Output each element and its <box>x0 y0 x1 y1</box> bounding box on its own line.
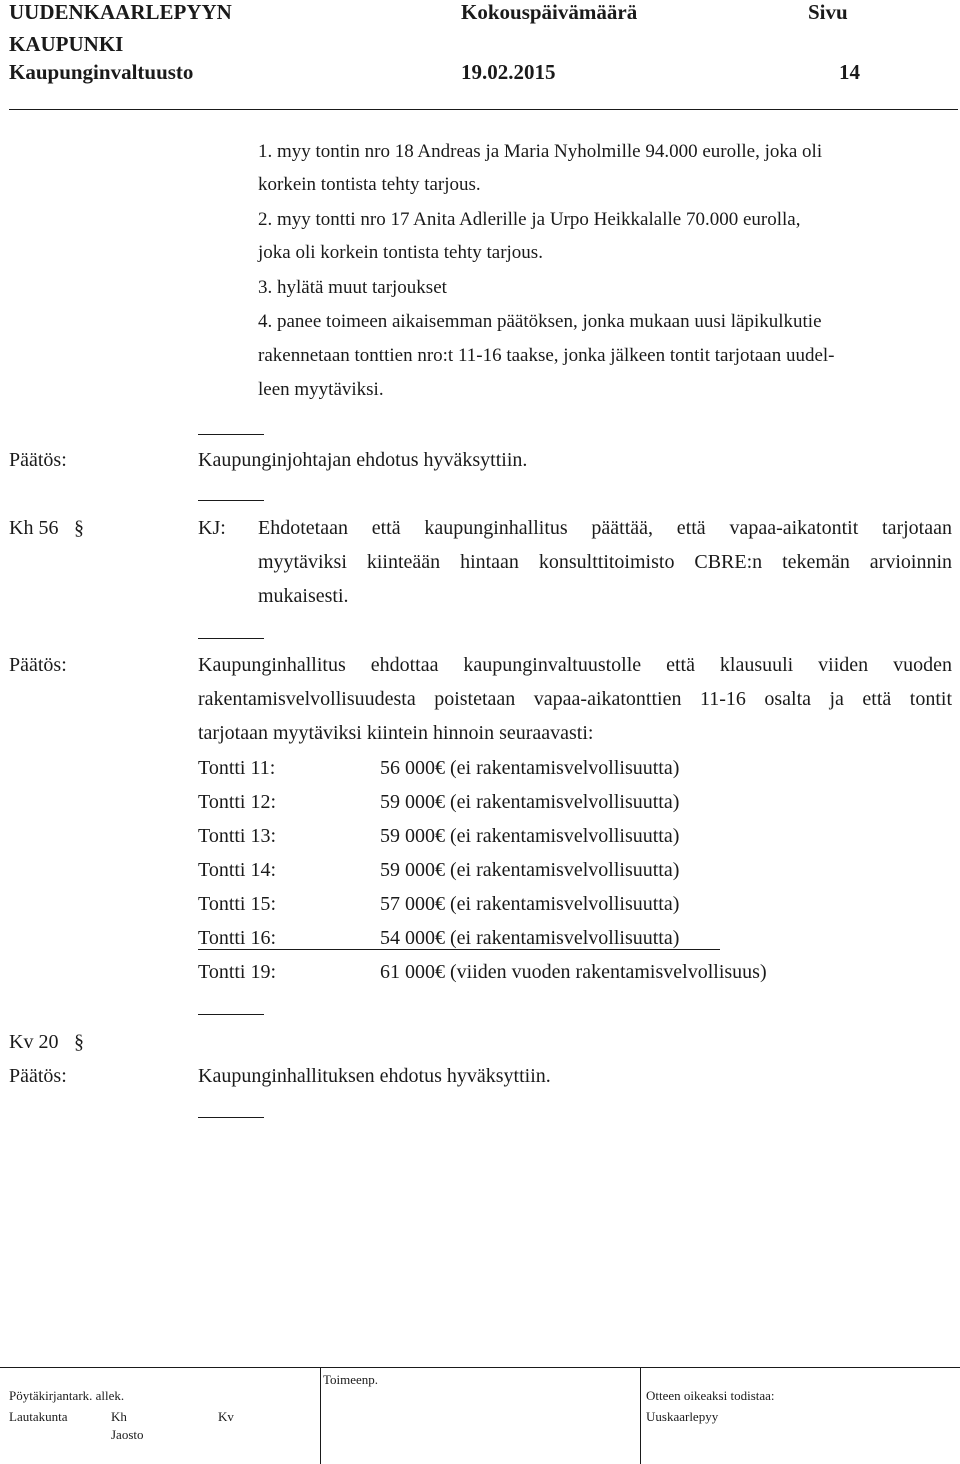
intro-item-1-line1: 1. myy tontin nro 18 Andreas ja Maria Nyholmille 94.000 eurolle, joka oli <box>258 141 823 162</box>
footer-kv: Kv <box>218 1409 234 1424</box>
separator-line <box>198 638 264 639</box>
footer-lautakunta: Lautakunta <box>9 1409 68 1424</box>
separator-line <box>198 434 264 435</box>
header-date-value: 19.02.2015 <box>461 60 556 84</box>
decision-1-text: Kaupunginjohtajan ehdotus hyväksyttiin. <box>198 449 528 471</box>
decision-3-text: Kaupunginhallituksen ehdotus hyväksyttiin. <box>198 1065 551 1087</box>
footer-minutes-check: Pöytäkirjantark. allek. <box>9 1388 125 1403</box>
plot-price: 59 000€ (ei rakentamisvelvollisuutta) <box>380 791 680 813</box>
plot-label: Tontti 16: <box>198 927 277 949</box>
plot-label: Tontti 19: <box>198 961 277 983</box>
header-org-line1: UUDENKAARLEPYYN <box>9 0 232 24</box>
footer-toimeenp: Toimeenp. <box>323 1372 379 1387</box>
header-org-line3: Kaupunginvaltuusto <box>9 60 194 84</box>
intro-item-4-line1: 4. panee toimeen aikaisemman päätöksen, jonka mukaan uusi läpikulkutie <box>258 311 822 332</box>
plot-label: Tontti 15: <box>198 893 277 915</box>
kh56-prefix: KJ: <box>198 517 226 539</box>
intro-item-2-line1: 2. myy tontti nro 17 Anita Adlerille ja Urpo Heikkalalle 70.000 eurolla, <box>258 209 801 230</box>
kh56-ref: Kh 56 <box>9 517 59 539</box>
kh56-line1: Ehdotetaan että kaupunginhallitus päättää, että vapaa-aikatontit tarjotaan <box>258 517 952 539</box>
separator-line <box>198 500 264 501</box>
plot-price: 59 000€ (ei rakentamisvelvollisuutta) <box>380 859 680 881</box>
separator-line <box>198 1014 264 1015</box>
decision-2-line3: tarjotaan myytäviksi kiintein hinnoin seuraavasti: <box>198 722 594 744</box>
header-rule <box>9 109 958 110</box>
decision-2-label: Päätös: <box>9 654 67 676</box>
footer-place: Uuskaarlepyy <box>646 1409 719 1424</box>
footer-divider <box>320 1367 321 1464</box>
header-page-value: 14 <box>839 60 860 84</box>
section-sign: § <box>74 517 84 539</box>
header-org-line2: KAUPUNKI <box>9 32 124 56</box>
intro-item-2-line2: joka oli korkein tontista tehty tarjous. <box>258 242 543 263</box>
plot-list-underline <box>198 949 720 950</box>
kv20-ref: Kv 20 <box>9 1031 59 1053</box>
plot-price: 56 000€ (ei rakentamisvelvollisuutta) <box>380 757 680 779</box>
plot-price: 61 000€ (viiden vuoden rakentamisvelvollisuus) <box>380 961 767 983</box>
footer-kh: Kh <box>111 1409 127 1424</box>
intro-item-3-line1: 3. hylätä muut tarjoukset <box>258 277 447 298</box>
footer-rule <box>0 1367 960 1368</box>
intro-item-4-line2: rakennetaan tonttien nro:t 11-16 taakse, jonka jälkeen tontit tarjotaan uudel- <box>258 345 835 366</box>
header-page-label: Sivu <box>808 0 848 24</box>
decision-2-line2: rakentamisvelvollisuudesta poistetaan vapaa-aikatonttien 11-16 osalta ja että tontit <box>198 688 952 710</box>
section-sign: § <box>74 1031 84 1053</box>
plot-label: Tontti 13: <box>198 825 277 847</box>
footer-divider <box>640 1367 641 1464</box>
footer-certified: Otteen oikeaksi todistaa: <box>646 1388 775 1403</box>
plot-label: Tontti 14: <box>198 859 277 881</box>
decision-3-label: Päätös: <box>9 1065 67 1087</box>
separator-line <box>198 1117 264 1118</box>
intro-item-1-line2: korkein tontista tehty tarjous. <box>258 174 481 195</box>
plot-label: Tontti 11: <box>198 757 276 779</box>
header-date-label: Kokouspäivämäärä <box>461 0 638 24</box>
kh56-line3: mukaisesti. <box>258 585 349 607</box>
decision-1-label: Päätös: <box>9 449 67 471</box>
plot-price: 57 000€ (ei rakentamisvelvollisuutta) <box>380 893 680 915</box>
footer-jaosto: Jaosto <box>111 1427 144 1442</box>
kh56-line2: myytäviksi kiinteään hintaan konsulttitoimisto CBRE:n tekemän arvioinnin <box>258 551 952 573</box>
plot-label: Tontti 12: <box>198 791 277 813</box>
decision-2-line1: Kaupunginhallitus ehdottaa kaupunginvaltuustolle että klausuuli viiden vuoden <box>198 654 952 676</box>
plot-price: 59 000€ (ei rakentamisvelvollisuutta) <box>380 825 680 847</box>
plot-price: 54 000€ (ei rakentamisvelvollisuutta) <box>380 927 680 949</box>
intro-item-4-line3: leen myytäviksi. <box>258 379 384 400</box>
